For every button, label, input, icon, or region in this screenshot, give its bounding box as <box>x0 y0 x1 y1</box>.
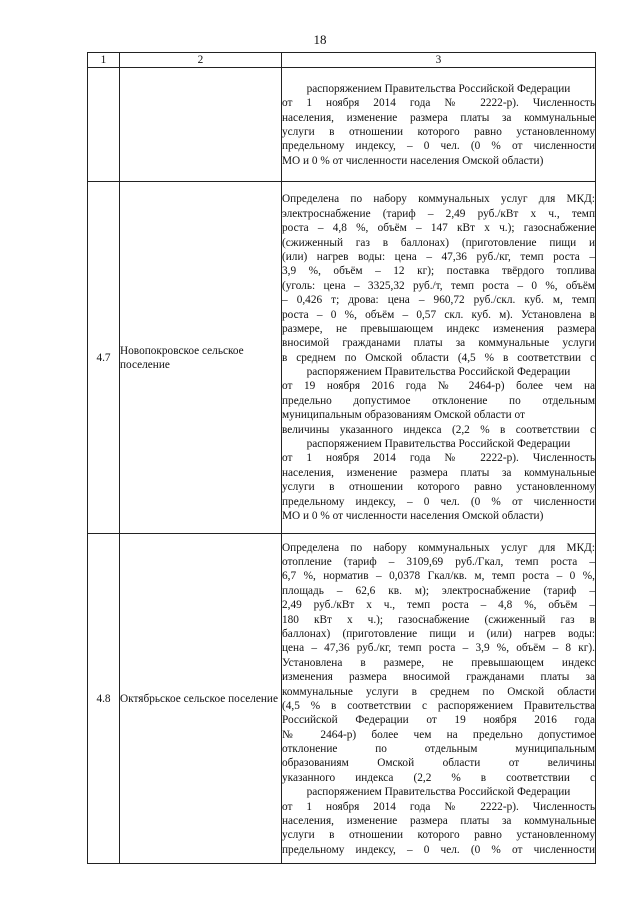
description-line: (уголь: цена – 3325,32 руб./т, темп роста – 0 %, объём <box>282 279 595 292</box>
description-line: вносимой гражданами платы за коммунальные услуги <box>282 337 595 350</box>
description-line: распоряжением Правительства Российской Федерации <box>306 438 571 451</box>
description-line: населения, изменение размера платы за коммунальные <box>282 815 595 828</box>
description-line: предельному индексу, – 0 чел. (0 % от численности <box>282 140 595 153</box>
description-line: муниципальным образованиям Омской области от <box>282 409 525 422</box>
column-header-2: 2 <box>120 53 282 68</box>
description-line: Определена по набору коммунальных услуг для МКД: <box>282 541 595 554</box>
description-line: № 2464-р) более чем на предельно допустимое <box>282 728 595 741</box>
description-line: МО и 0 % от численности населения Омской области) <box>282 510 544 522</box>
page-number: 18 <box>313 32 327 47</box>
description-line: Российской Федерации от 19 ноября 2016 года <box>282 714 595 727</box>
row-description <box>282 182 596 534</box>
description-line: от 1 ноября 2014 года № 2222-р). Численность <box>282 800 595 813</box>
description-line: МО и 0 % от численности населения Омской области) <box>282 154 544 167</box>
description-line: площадь – 62,6 кв. м); электроснабжение (тариф – <box>282 584 595 597</box>
description-line: Определена по набору коммунальных услуг для МКД: <box>282 193 595 206</box>
row-number <box>88 68 120 182</box>
description-line: предельному индексу, – 0 чел. (0 % от численности <box>282 843 595 856</box>
row-description <box>282 534 596 864</box>
description-line: от 1 ноября 2014 года № 2222-р). Численность <box>282 452 595 465</box>
description-line: населения, изменение размера платы за коммунальные <box>282 466 595 479</box>
description-line: величины указанного индекса (2,2 % в соответствии с <box>282 423 595 436</box>
description-line: 3,9 %, объём – 12 кг); поставка твёрдого топлива <box>282 265 595 278</box>
description-line: распоряжением Правительства Российской Федерации <box>306 786 571 799</box>
description-line: коммунальные услуги в среднем по Омской области <box>282 685 595 698</box>
description-line: образованиям Омской области от величины <box>282 757 595 770</box>
table-row-4-8 <box>88 534 596 864</box>
description-line: Установлена в размере, не превышающем индекс <box>282 656 595 669</box>
description-line: изменения размера вносимой гражданами платы за <box>282 671 595 684</box>
description-line: отклонение по отдельным муниципальным <box>282 743 595 756</box>
description-line: (сжиженный газ в баллонах) (приготовление пищи и <box>282 236 595 249</box>
row-description <box>282 68 596 182</box>
table-row-4-7 <box>88 182 596 534</box>
municipality-name: Октябрьское сельское поселение <box>120 534 282 864</box>
description-line: услуги в отношении которого равно установленному <box>282 125 595 138</box>
description-line: отопление (тариф – 3109,69 руб./Гкал, темп роста – <box>282 556 595 568</box>
description-line: указанного индекса (2,2 % в соответствии с <box>282 771 595 784</box>
description-line: распоряжением Правительства Российской Федерации <box>306 82 571 95</box>
description-line: в среднем по Омской области (4,5 % в соответствии с <box>282 351 595 364</box>
description-line: услуги в отношении которого равно установленному <box>282 829 595 842</box>
description-line: баллонах) (приготовление пищи и (или) нагрев воды: <box>282 627 595 640</box>
column-header-1: 1 <box>88 53 120 68</box>
document-table <box>87 52 596 864</box>
description-line: распоряжением Правительства Российской Федерации <box>306 366 571 379</box>
column-header-3: 3 <box>282 53 596 68</box>
description-line: 2,49 руб./кВт х ч., темп роста – 4,8 %, объём – <box>282 599 595 612</box>
description-line: услуги в отношении которого равно установленному <box>282 481 595 494</box>
table-header-row <box>88 53 596 68</box>
description-line: (или) нагрев воды: цена – 47,36 руб./кг, темп роста – <box>282 250 595 263</box>
description-line: предельно допустимое отклонение по отдельным <box>282 394 595 407</box>
description-line: роста – 0 %, объём – 0,57 скл. куб. м). Установлена в <box>282 308 595 321</box>
description-line: от 19 ноября 2016 года № 2464-р) более чем на <box>282 380 595 393</box>
description-line: электроснабжение (тариф – 2,49 руб./кВт х ч., темп <box>282 207 595 220</box>
description-line: цена – 47,36 руб./кг, темп роста – 3,9 %, объём – 8 кг). <box>282 642 595 655</box>
description-line: предельному индексу, – 0 чел. (0 % от численности <box>282 495 595 508</box>
row-number: 4.8 <box>88 534 120 864</box>
municipality-name <box>120 68 282 182</box>
description-line: роста – 4,8 %, объём – 147 кВт х ч.); газоснабжение <box>282 222 595 235</box>
row-number: 4.7 <box>88 182 120 534</box>
table-row-continuation <box>88 68 596 182</box>
description-line: – 0,426 т; дрова: цена – 960,72 руб./скл. куб. м, темп <box>282 294 595 307</box>
description-line: (4,5 % в соответствии с распоряжением Правительства <box>282 699 595 712</box>
description-line: населения, изменение размера платы за коммунальные <box>282 111 595 124</box>
description-line: 180 кВт х ч.); газоснабжение (сжиженный газ в <box>282 613 595 626</box>
description-line: от 1 ноября 2014 года № 2222-р). Численность <box>282 97 595 110</box>
municipality-name: Новопокровское сельское поселение <box>120 182 282 534</box>
description-line: размере, не превышающем индекс изменения размера <box>282 322 595 335</box>
description-line: 6,7 %, норматив – 0,0378 Гкал/кв. м, темп роста – 0 %, <box>282 570 595 583</box>
